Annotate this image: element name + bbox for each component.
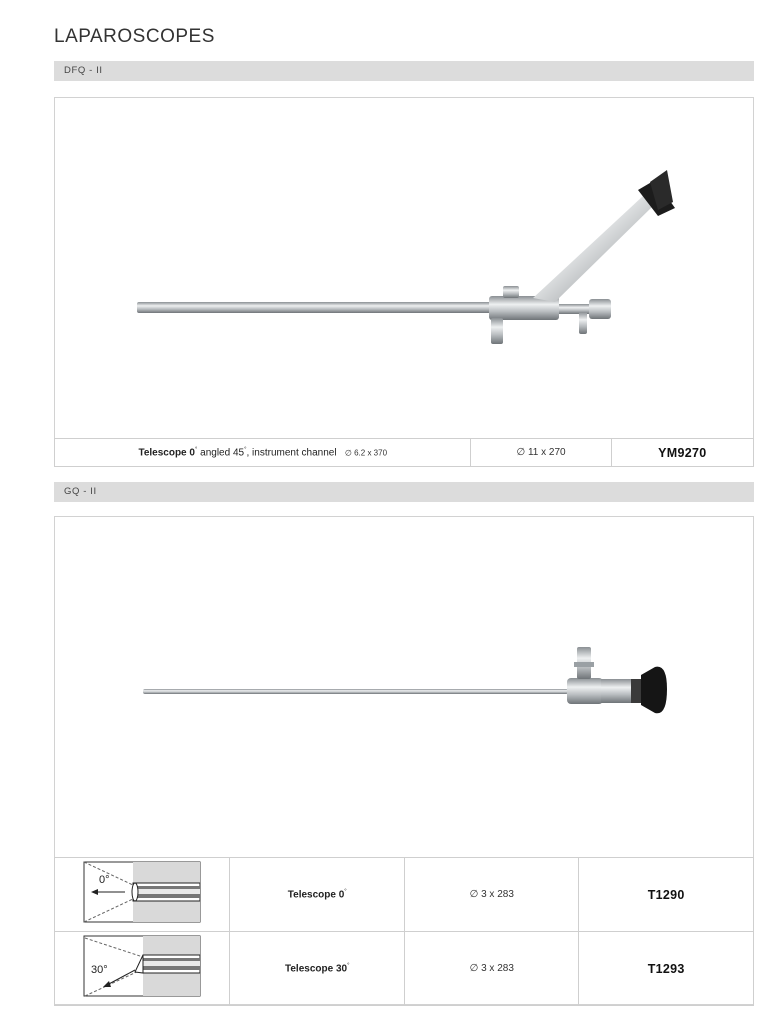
channel-dimension: ∅ 6.2 x 370 (344, 448, 388, 458)
angle-label: 0° (99, 874, 110, 886)
table-row (55, 932, 754, 1006)
dfq-spec-table (54, 438, 754, 467)
product-panel-dfq (54, 97, 754, 467)
product-name-rest2: , instrument channel (246, 447, 337, 459)
section-header-dfq: DFQ - II (54, 61, 754, 81)
thirty-degree-view-icon (83, 935, 201, 997)
product-name: Telescope 30 (285, 963, 348, 975)
gq-laparoscope-image (55, 517, 753, 857)
degree-mark: ° (194, 446, 198, 453)
table-row (55, 439, 754, 467)
product-code-cell: T1293 (579, 932, 754, 1006)
product-panel-gq (54, 516, 754, 1005)
product-name-cell (230, 932, 405, 1006)
product-code-cell: YM9270 (611, 439, 753, 467)
dimension-cell: ∅ 11 x 270 (471, 439, 611, 467)
product-code-cell: T1290 (579, 858, 754, 932)
product-name-rest: angled 45 (197, 447, 245, 459)
degree-mark: ° (347, 962, 350, 969)
angle-diagram-cell (55, 858, 230, 932)
page-title: LAPAROSCOPES (54, 26, 215, 47)
product-name-cell (55, 439, 471, 467)
product-name: Telescope 0 (287, 889, 345, 901)
product-name-cell (230, 858, 405, 932)
degree-mark: ° (344, 888, 347, 895)
angle-diagram-cell (55, 932, 230, 1006)
section-header-gq: GQ - II (54, 482, 754, 502)
angle-label: 30° (91, 964, 108, 976)
dimension-cell: ∅ 3 x 283 (405, 858, 579, 932)
degree-mark: ° (244, 446, 247, 453)
zero-degree-view-icon (83, 861, 201, 923)
gq-spec-table (54, 857, 754, 1006)
dimension-cell: ∅ 3 x 283 (405, 932, 579, 1006)
table-row (55, 858, 754, 932)
dfq-laparoscope-image (55, 98, 753, 438)
product-name-bold: Telescope 0 (138, 447, 195, 459)
